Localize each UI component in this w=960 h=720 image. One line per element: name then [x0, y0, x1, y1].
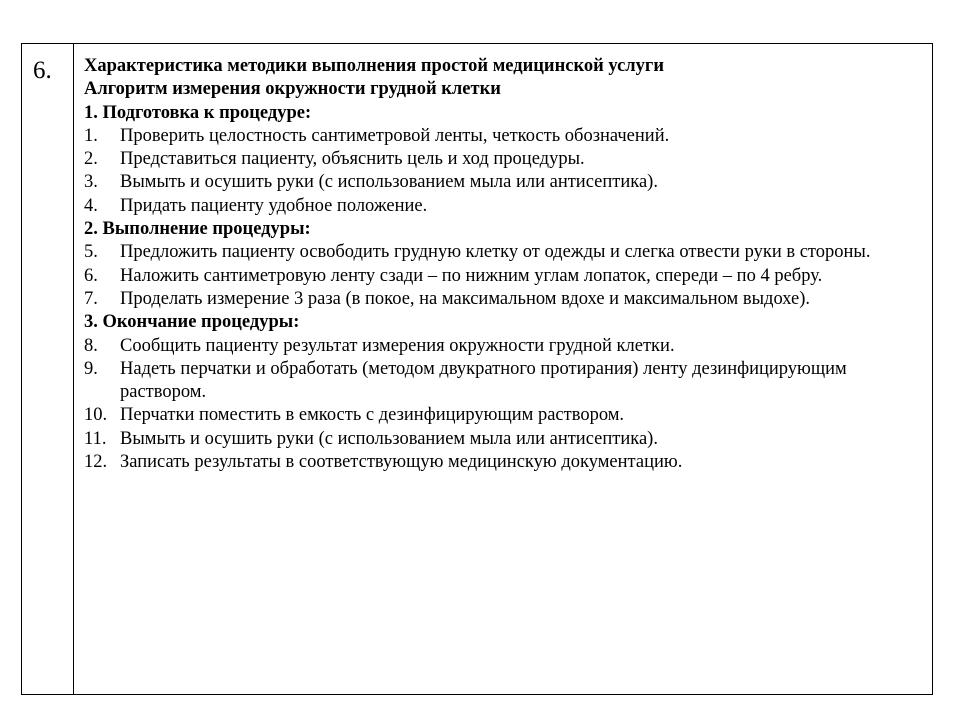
procedure-content-cell: [74, 44, 932, 694]
list-item-number: 7.: [84, 288, 98, 309]
section-heading: 2. Выполнение процедуры:: [84, 219, 311, 240]
list-item-number: 8.: [84, 335, 98, 356]
list-item-text: Представиться пациенту, объяснить цель и ход процедуры.: [120, 149, 585, 170]
list-item: [84, 241, 932, 264]
list-item: [84, 404, 932, 427]
list-item-text: Вымыть и осушить руки (с использованием мыла или антисептика).: [120, 172, 658, 193]
list-item: [84, 288, 932, 311]
list-item: [84, 265, 932, 288]
list-item-number: 6.: [84, 265, 98, 286]
list-item-number: 2.: [84, 149, 98, 170]
list-item: [84, 358, 932, 405]
list-item-number: 1.: [84, 125, 98, 146]
list-item-number: 11.: [84, 428, 107, 449]
section-heading: 3. Окончание процедуры:: [84, 312, 300, 333]
row-number-cell: [22, 44, 74, 694]
list-item: [84, 148, 932, 171]
section-heading: 1. Подготовка к процедуре:: [84, 102, 312, 123]
header-algorithm-title: Алгоритм измерения окружности грудной клетки: [84, 79, 501, 100]
list-item-text: Проделать измерение 3 раза (в покое, на максимальном вдохе и максимальном выдохе).: [120, 288, 811, 309]
list-item-text: Надеть перчатки и обработать (методом двукратного протирания) ленту дезинфицирующим раствором.: [120, 358, 847, 403]
list-item-text: Вымыть и осушить руки (с использованием мыла или антисептика).: [120, 428, 658, 449]
list-item-number: 9.: [84, 358, 98, 379]
list-item: [84, 335, 932, 358]
list-item-number: 3.: [84, 172, 98, 193]
list-item-text: Сообщить пациенту результат измерения окружности грудной клетки.: [120, 335, 675, 356]
list-item: [84, 451, 932, 474]
list-item-number: 5.: [84, 242, 98, 263]
list-item-text: Придать пациенту удобное положение.: [120, 195, 428, 216]
list-item: [84, 171, 932, 194]
list-item: [84, 125, 932, 148]
list-item-text: Предложить пациенту освободить грудную клетку от одежды и слегка отвести руки в стороны.: [120, 242, 871, 263]
list-item: [84, 195, 932, 218]
sections-container: [84, 102, 932, 475]
list-item-number: 12.: [84, 452, 108, 473]
list-item-text: Записать результаты в соответствующую медицинскую документацию.: [120, 452, 683, 473]
procedure-table: [21, 43, 933, 695]
list-item-text: Перчатки поместить в емкость с дезинфицирующим раствором.: [120, 405, 625, 426]
list-item-text: Проверить целостность сантиметровой ленты, четкость обозначений.: [120, 125, 670, 146]
row-number: 6.: [33, 57, 52, 84]
list-item-number: 10.: [84, 405, 108, 426]
list-item: [84, 428, 932, 451]
list-item-text: Наложить сантиметровую ленту сзади – по нижним углам лопаток, спереди – по 4 ребру.: [120, 265, 823, 286]
header-methodology: Характеристика методики выполнения простой медицинской услуги: [84, 56, 664, 76]
list-item-number: 4.: [84, 195, 98, 216]
